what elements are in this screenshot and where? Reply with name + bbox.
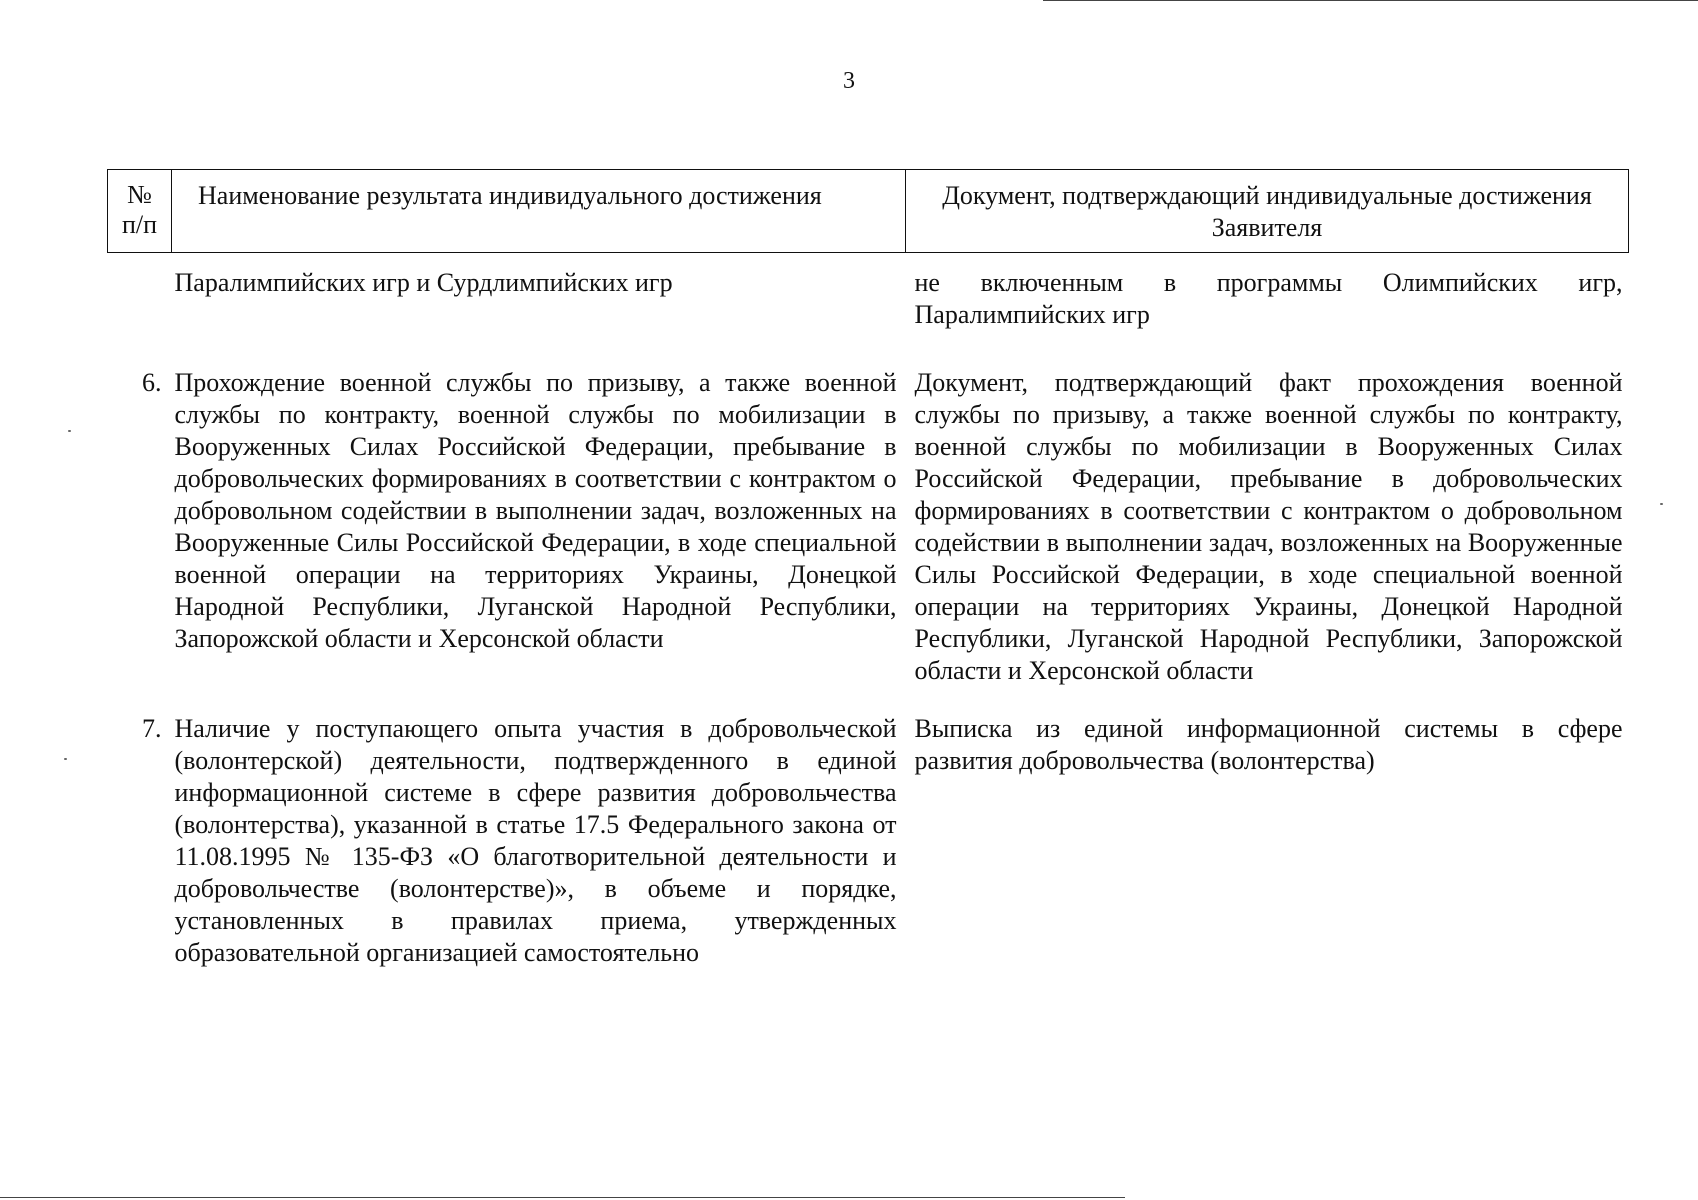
achievement-name: Паралимпийских игр и Сурдлимпийских игр bbox=[174, 268, 673, 297]
scan-bottom-edge-line bbox=[0, 1197, 1125, 1198]
scan-speck bbox=[68, 430, 71, 432]
row-number bbox=[108, 253, 172, 368]
scan-speck bbox=[1660, 503, 1663, 505]
table-row bbox=[108, 367, 1629, 713]
table-row bbox=[108, 253, 1629, 368]
achievement-name: Наличие у поступающего опыта участия в добровольческой (волонтерской) деятельности, подтвержденного в единой информационной системе в сфере развития добровольчества (волонтерства), указанной в статье 17.5 Федерального закона от 11.08.1995 № 135-ФЗ «О благотворительной деятельности и добровольчестве (волонтерстве)», в объеме и порядке, установленных в правилах приема, утвержденных образовательной организацией самостоятельно bbox=[174, 714, 897, 967]
achievements-table bbox=[107, 169, 1629, 995]
scan-top-edge-line bbox=[1043, 0, 1698, 1]
row-number: 7. bbox=[142, 714, 162, 743]
achievement-name: Прохождение военной службы по призыву, а также военной службы по контракту, военной службы по мобилизации в Вооруженных Силах Российской Федерации, пребывание в добровольческих формированиях в соответствии с контрактом о добровольном содействии в выполнении задач, возложенных на Вооруженные Силы Российской Федерации, в ходе специальной военной операции на территориях Украины, Донецкой Народной Республики, Луганской Народной Республики, Запорожской области и Херсонской области bbox=[174, 368, 897, 653]
page-number: 3 bbox=[843, 68, 855, 94]
document-description: Выписка из единой информационной системы в сфере развития добровольчества (волонтерства) bbox=[914, 714, 1623, 775]
table-header-row bbox=[108, 170, 1629, 253]
header-number: № п/п bbox=[108, 170, 172, 253]
document-description: Документ, подтверждающий факт прохождения военной службы по призыву, а также военной службы по контракту, военной службы по мобилизации в Вооруженных Силах Российской Федерации, пребывание в добровольческих формированиях в соответствии с контрактом о добровольном содействии в выполнении задач, возложенных на Вооруженные Силы Российской Федерации, в ходе специальной военной операции на территориях Украины, Донецкой Народной Республики, Луганской Народной Республики, Запорожской области и Херсонской области bbox=[914, 368, 1623, 685]
row-number: 6. bbox=[142, 368, 162, 397]
header-achievement-name: Наименование результата индивидуального достижения bbox=[172, 170, 906, 253]
table-row bbox=[108, 713, 1629, 995]
document-description: не включенным в программы Олимпийских игр, Паралимпийских игр bbox=[914, 268, 1623, 329]
header-document: Документ, подтверждающий индивидуальные достижения Заявителя bbox=[906, 170, 1629, 253]
scan-speck bbox=[64, 758, 67, 760]
